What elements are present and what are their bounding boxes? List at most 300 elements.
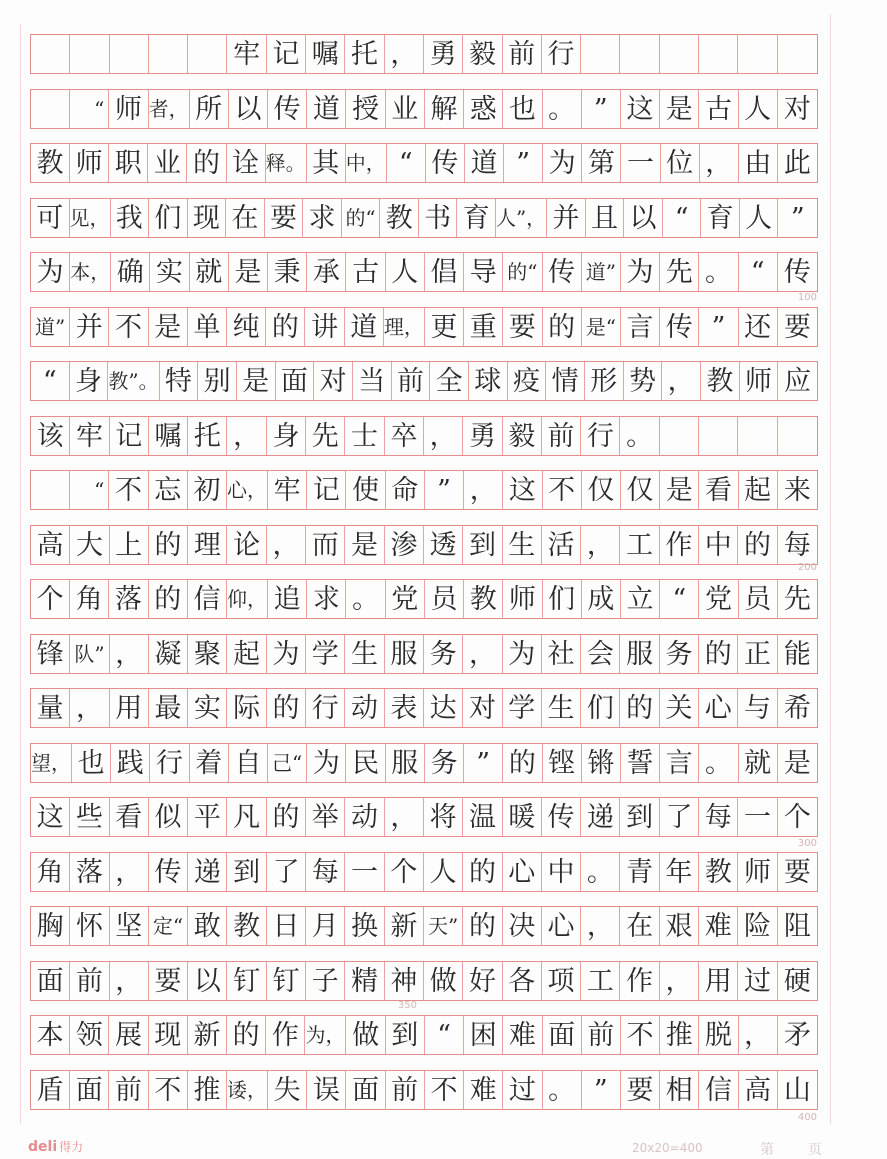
grid-cell: 教”。 — [108, 362, 159, 400]
grid-cell: 凡 — [227, 798, 266, 836]
grid-cell: 的 — [738, 526, 777, 564]
grid-cell: 并 — [70, 308, 109, 346]
grid-cell: 务 — [424, 635, 463, 673]
grid-row — [30, 89, 818, 129]
grid-row — [30, 34, 818, 74]
grid-cell: 中 — [542, 853, 581, 891]
grid-cell: 困 — [464, 1016, 503, 1054]
grid-row — [30, 252, 818, 292]
grid-cell: 为 — [621, 253, 660, 291]
grid-row — [30, 688, 818, 728]
grid-cell: 我 — [111, 199, 150, 237]
grid-cell — [660, 35, 699, 73]
grid-cell: 个 — [385, 853, 424, 891]
grid-cell: 托 — [345, 35, 384, 73]
grid-cell: 心 — [699, 689, 738, 727]
grid-cell: 的“ — [503, 253, 542, 291]
grid-cell: 嘱 — [149, 417, 188, 455]
grid-cell: ， — [581, 907, 620, 945]
grid-cell: 言 — [621, 308, 660, 346]
grid-cell: 达 — [424, 689, 463, 727]
grid-cell: 相 — [660, 1071, 699, 1109]
char-counter-100: 100 — [797, 292, 817, 303]
grid-cell: 以 — [229, 90, 268, 128]
grid-cell: 承 — [307, 253, 346, 291]
grid-cell: 推 — [188, 1071, 227, 1109]
grid-cell: 由 — [739, 144, 778, 182]
grid-cell: 教 — [227, 907, 266, 945]
grid-cell: 神 — [385, 962, 424, 1000]
grid-cell: ， — [110, 853, 149, 891]
grid-cell: 解 — [425, 90, 464, 128]
grid-cell: 教 — [380, 199, 419, 237]
brand-logo — [28, 1138, 83, 1155]
grid-cell: 牢 — [268, 471, 307, 509]
grid-cell: 纯 — [227, 308, 266, 346]
grid-cell: 日 — [267, 907, 306, 945]
grid-cell: 。 — [346, 580, 385, 618]
grid-row — [30, 797, 818, 837]
grid-cell: 人 — [739, 90, 778, 128]
grid-cell: 务 — [660, 635, 699, 673]
grid-cell: 大 — [70, 526, 109, 564]
grid-cell: 师 — [70, 144, 109, 182]
grid-cell: 求 — [307, 580, 346, 618]
grid-cell: 着 — [190, 744, 229, 782]
grid-row — [30, 852, 818, 892]
grid-cell: 在 — [226, 199, 265, 237]
grid-cell: 本 — [31, 1016, 70, 1054]
grid-cell: 前 — [542, 417, 581, 455]
grid-cell — [31, 90, 70, 128]
grid-cell: 量 — [31, 689, 70, 727]
grid-cell: 是 — [229, 253, 268, 291]
grid-cell: 个 — [783, 801, 811, 833]
grid-cell: 的 — [267, 798, 306, 836]
grid-cell: 误 — [307, 1071, 346, 1109]
grid-cell: 理 — [188, 526, 227, 564]
grid-cell: 践 — [111, 744, 150, 782]
grid-cell: ， — [660, 962, 699, 1000]
right-margin-rule — [830, 14, 831, 1124]
grid-spec: 20x20=400 — [632, 1141, 703, 1155]
grid-cell: 与 — [738, 689, 777, 727]
grid-cell: 古 — [699, 90, 738, 128]
grid-cell: 传 — [543, 253, 582, 291]
grid-cell: 位 — [661, 144, 700, 182]
grid-cell: 前 — [70, 962, 109, 1000]
grid-cell: 信 — [699, 1071, 738, 1109]
page-number-label — [760, 1139, 822, 1159]
grid-cell: 势 — [624, 362, 663, 400]
grid-cell: 年 — [660, 853, 699, 891]
grid-cell: ， — [385, 35, 424, 73]
grid-cell: 的 — [149, 526, 188, 564]
grid-cell: 还 — [739, 308, 778, 346]
grid-cell: 敢 — [188, 907, 227, 945]
grid-cell: 此 — [783, 147, 811, 179]
grid-cell: 业 — [148, 144, 187, 182]
grid-row — [30, 1070, 818, 1110]
grid-cell: 初 — [188, 471, 227, 509]
grid-cell: 牢 — [70, 417, 109, 455]
grid-cell — [778, 35, 817, 73]
grid-cell: 己“ — [268, 744, 307, 782]
grid-cell: 个 — [31, 580, 70, 618]
grid-cell: 透 — [424, 526, 463, 564]
grid-cell: 递 — [581, 798, 620, 836]
grid-cell: 该 — [31, 417, 70, 455]
grid-cell: 职 — [109, 144, 148, 182]
grid-cell: 传 — [783, 256, 811, 288]
grid-cell: 全 — [430, 362, 469, 400]
grid-cell: 生 — [542, 689, 581, 727]
grid-cell: 追 — [268, 580, 307, 618]
grid-cell: 这 — [621, 90, 660, 128]
grid-cell: 要 — [783, 856, 811, 888]
grid-cell: 第 — [582, 144, 621, 182]
grid-cell: ， — [662, 362, 701, 400]
grid-cell: 高 — [739, 1071, 778, 1109]
grid-cell: ， — [385, 798, 424, 836]
grid-cell: 的 — [227, 1016, 266, 1054]
grid-cell: 人 — [740, 199, 779, 237]
grid-cell: ” — [790, 202, 805, 234]
grid-cell: 工 — [620, 526, 659, 564]
grid-cell: 理， — [384, 308, 425, 346]
grid-cell: 为 — [503, 635, 542, 673]
grid-cell: 中， — [346, 144, 387, 182]
grid-cell: 难 — [464, 1071, 503, 1109]
grid-cell: 面 — [346, 1071, 385, 1109]
grid-row — [30, 743, 818, 783]
grid-cell — [110, 35, 149, 73]
grid-cell: 做 — [346, 1016, 385, 1054]
grid-cell: “ — [663, 199, 702, 237]
grid-cell: 应 — [784, 365, 812, 397]
grid-cell: 就 — [739, 744, 778, 782]
grid-cell: 授 — [346, 90, 385, 128]
grid-cell: 教 — [31, 144, 70, 182]
grid-cell: 为 — [307, 744, 346, 782]
grid-cell: 育 — [457, 199, 496, 237]
grid-cell: 前 — [392, 362, 431, 400]
char-counter-400: 400 — [797, 1112, 817, 1123]
grid-cell: 嘱 — [306, 35, 345, 73]
grid-cell: 人”， — [496, 199, 547, 237]
grid-cell: 面 — [70, 1071, 109, 1109]
grid-cell: 勇 — [424, 35, 463, 73]
grid-cell: 讲 — [305, 308, 344, 346]
grid-cell: 古 — [346, 253, 385, 291]
grid-cell: 诿， — [227, 1071, 268, 1109]
grid-cell: 们 — [149, 199, 188, 237]
grid-cell: 立 — [621, 580, 660, 618]
grid-cell: 传 — [149, 853, 188, 891]
grid-cell: 能 — [783, 638, 811, 670]
grid-cell: 仅 — [582, 471, 621, 509]
grid-cell: ” — [699, 308, 738, 346]
grid-cell: ， — [464, 471, 503, 509]
grid-cell: ， — [110, 635, 149, 673]
grid-cell: 了 — [660, 798, 699, 836]
grid-cell: 命 — [386, 471, 425, 509]
grid-cell: 关 — [660, 689, 699, 727]
grid-cell — [738, 417, 777, 455]
grid-cell: 。 — [699, 253, 738, 291]
grid-cell: 正 — [738, 635, 777, 673]
grid-cell: 前 — [386, 1071, 425, 1109]
grid-cell: 在 — [620, 907, 659, 945]
grid-cell: 递 — [188, 853, 227, 891]
grid-cell: 锋 — [31, 635, 70, 673]
grid-cell: 不 — [543, 471, 582, 509]
grid-cell: 来 — [783, 474, 811, 506]
grid-cell — [188, 35, 227, 73]
grid-cell: 记 — [110, 417, 149, 455]
grid-cell: 看 — [110, 798, 149, 836]
grid-cell: 难 — [503, 1016, 542, 1054]
grid-cell: 艰 — [660, 907, 699, 945]
grid-cell: ， — [581, 526, 620, 564]
grid-cell: 是 — [345, 526, 384, 564]
grid-row — [30, 579, 818, 619]
grid-cell: 师 — [740, 362, 779, 400]
char-counter-200: 200 — [797, 562, 817, 573]
grid-cell: 成 — [582, 580, 621, 618]
grid-cell: 信 — [188, 580, 227, 618]
page-label-suffix: 页 — [808, 1142, 822, 1158]
grid-cell: ， — [424, 417, 463, 455]
grid-cell: 新 — [385, 907, 424, 945]
grid-cell: 用 — [110, 689, 149, 727]
grid-cell: 举 — [306, 798, 345, 836]
grid-cell: 现 — [188, 199, 227, 237]
grid-cell: 动 — [345, 798, 384, 836]
grid-cell: 重 — [464, 308, 503, 346]
grid-cell: 球 — [469, 362, 508, 400]
char-counter-300: 300 — [797, 838, 817, 849]
grid-cell: 好 — [463, 962, 502, 1000]
grid-cell: 行 — [306, 689, 345, 727]
grid-cell: 钉 — [227, 962, 266, 1000]
grid-cell: 一 — [738, 798, 777, 836]
grid-cell: 。 — [620, 417, 659, 455]
grid-cell: 确 — [111, 253, 150, 291]
brand-name-cn: 得力 — [59, 1140, 84, 1154]
grid-cell: 硬 — [783, 965, 811, 997]
grid-cell: ” — [504, 144, 543, 182]
grid-cell: 本， — [70, 253, 111, 291]
grid-cell: 现 — [149, 1016, 188, 1054]
grid-cell: 失 — [268, 1071, 307, 1109]
grid-cell: 别 — [198, 362, 237, 400]
grid-row — [30, 307, 818, 347]
grid-cell: 活 — [542, 526, 581, 564]
grid-cell: 服 — [620, 635, 659, 673]
grid-cell: 锵 — [582, 744, 621, 782]
grid-cell: 希 — [783, 692, 811, 724]
grid-cell: 。 — [699, 744, 738, 782]
grid-cell: 可 — [31, 199, 70, 237]
grid-cell: 项 — [542, 962, 581, 1000]
grid-cell — [620, 35, 659, 73]
grid-cell — [778, 417, 817, 455]
grid-cell: 是 — [149, 308, 188, 346]
grid-cell: 不 — [109, 308, 148, 346]
grid-cell — [581, 35, 620, 73]
grid-cell: 这 — [503, 471, 542, 509]
grid-cell: 牢 — [227, 35, 266, 73]
grid-cell: 仰， — [227, 580, 268, 618]
grid-cell: 党 — [386, 580, 425, 618]
grid-cell: 每 — [699, 798, 738, 836]
grid-row — [30, 906, 818, 946]
grid-cell: 动 — [345, 689, 384, 727]
grid-cell: 誓 — [621, 744, 660, 782]
grid-cell: 脱 — [699, 1016, 738, 1054]
grid-cell: 聚 — [188, 635, 227, 673]
grid-cell: 看 — [699, 471, 738, 509]
grid-cell: 是 — [237, 362, 276, 400]
grid-cell: 角 — [70, 580, 109, 618]
grid-cell: 学 — [503, 689, 542, 727]
grid-cell: 先 — [660, 253, 699, 291]
grid-row — [30, 143, 818, 183]
grid-cell: 精 — [345, 962, 384, 1000]
grid-cell: 展 — [109, 1016, 148, 1054]
grid-cell: 士 — [345, 417, 384, 455]
grid-cell: 其 — [307, 144, 346, 182]
grid-cell: 们 — [581, 689, 620, 727]
grid-cell: 铿 — [543, 744, 582, 782]
grid-cell: 凝 — [149, 635, 188, 673]
grid-cell: 前 — [109, 1071, 148, 1109]
grid-cell: 服 — [385, 635, 424, 673]
grid-cell: 钉 — [267, 962, 306, 1000]
grid-cell: ， — [700, 144, 739, 182]
grid-row — [30, 525, 818, 565]
grid-cell: ， — [70, 689, 109, 727]
grid-cell: “ — [70, 471, 109, 509]
grid-cell: 实 — [188, 689, 227, 727]
grid-cell: 不 — [621, 1016, 660, 1054]
grid-cell: 道 — [307, 90, 346, 128]
grid-cell: 惑 — [464, 90, 503, 128]
grid-cell: 到 — [463, 526, 502, 564]
grid-cell — [699, 35, 738, 73]
grid-cell: 卒 — [385, 417, 424, 455]
grid-cell: 前 — [582, 1016, 621, 1054]
grid-cell: 且 — [586, 199, 625, 237]
grid-cell: ， — [227, 417, 266, 455]
grid-cell: 求 — [303, 199, 342, 237]
grid-cell: 盾 — [31, 1071, 70, 1109]
grid-cell: 先 — [306, 417, 345, 455]
grid-cell: 行 — [542, 35, 581, 73]
grid-cell: 要 — [783, 311, 811, 343]
grid-cell: 换 — [345, 907, 384, 945]
grid-cell: 毅 — [503, 417, 542, 455]
grid-cell: 不 — [109, 471, 148, 509]
grid-cell: 的 — [463, 853, 502, 891]
left-margin-rule — [20, 24, 21, 1124]
page-label-prefix: 第 — [760, 1142, 774, 1158]
grid-cell: 到 — [620, 798, 659, 836]
grid-cell: 单 — [188, 308, 227, 346]
grid-cell: 将 — [424, 798, 463, 836]
grid-cell: 传 — [268, 90, 307, 128]
grid-cell: 道 — [345, 308, 384, 346]
grid-cell: 见， — [70, 199, 111, 237]
grid-cell: 以 — [624, 199, 663, 237]
grid-cell: 是 — [660, 471, 699, 509]
grid-row — [30, 634, 818, 674]
grid-cell: 论 — [227, 526, 266, 564]
grid-cell: 言 — [660, 744, 699, 782]
grid-cell: 险 — [738, 907, 777, 945]
grid-cell: 的 — [187, 144, 226, 182]
grid-cell: 望， — [31, 744, 72, 782]
grid-cell: 阻 — [783, 910, 811, 942]
grid-cell: 队” — [70, 635, 109, 673]
grid-cell: 是“ — [582, 308, 621, 346]
grid-cell — [31, 35, 70, 73]
grid-cell: 身 — [267, 417, 306, 455]
grid-cell: “ — [387, 144, 426, 182]
grid-cell: 最 — [149, 689, 188, 727]
grid-cell: 的 — [266, 308, 305, 346]
grid-cell: 行 — [150, 744, 189, 782]
grid-cell: 倡 — [425, 253, 464, 291]
grid-cell: 者， — [149, 90, 190, 128]
grid-cell: 记 — [307, 471, 346, 509]
grid-cell: 用 — [699, 962, 738, 1000]
grid-cell: 面 — [31, 962, 70, 1000]
grid-cell: 每 — [783, 529, 811, 561]
grid-cell: 是 — [660, 90, 699, 128]
grid-cell: 的 — [543, 308, 582, 346]
grid-cell: 疫 — [508, 362, 547, 400]
grid-cell: 对 — [314, 362, 353, 400]
grid-cell: 。 — [543, 90, 582, 128]
grid-cell: 师 — [503, 580, 542, 618]
grid-cell: 推 — [660, 1016, 699, 1054]
grid-cell: 各 — [503, 962, 542, 1000]
grid-cell: 上 — [110, 526, 149, 564]
grid-cell: 身 — [70, 362, 109, 400]
grid-cell: 不 — [149, 1071, 188, 1109]
grid-cell: 青 — [620, 853, 659, 891]
grid-cell: 形 — [585, 362, 624, 400]
grid-cell: “ — [70, 90, 109, 128]
grid-cell — [699, 417, 738, 455]
grid-cell: 以 — [188, 962, 227, 1000]
grid-cell: 并 — [547, 199, 586, 237]
grid-cell: 难 — [699, 907, 738, 945]
grid-cell: 而 — [306, 526, 345, 564]
grid-cell: 矛 — [783, 1019, 811, 1051]
grid-cell: 学 — [306, 635, 345, 673]
grid-cell: 温 — [463, 798, 502, 836]
grid-cell: 社 — [542, 635, 581, 673]
grid-cell: 仅 — [621, 471, 660, 509]
grid-cell: 道” — [31, 308, 70, 346]
grid-cell: 也 — [72, 744, 111, 782]
brand-name: deli — [28, 1139, 58, 1155]
grid-cell: 际 — [227, 689, 266, 727]
grid-cell: 党 — [699, 580, 738, 618]
